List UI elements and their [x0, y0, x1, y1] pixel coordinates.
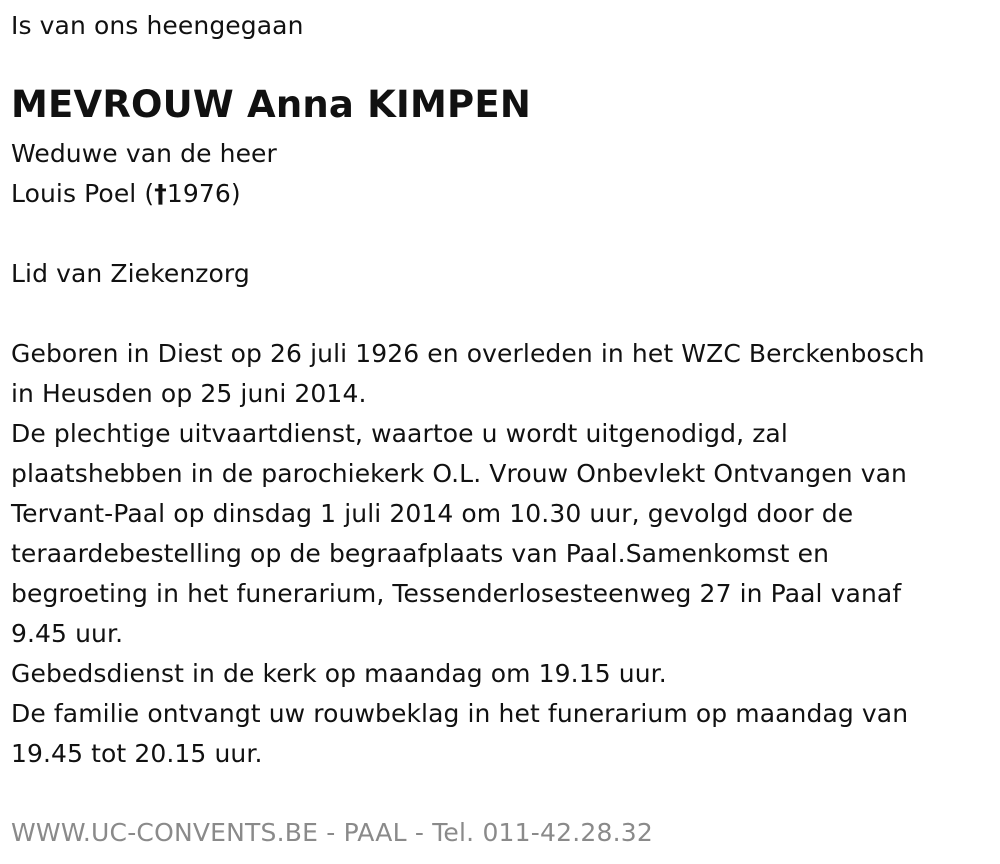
- details-line: De plechtige uitvaartdienst, waartoe u wordt uitgenodigd, zal: [11, 419, 788, 448]
- details-line: 19.45 tot 20.15 uur.: [11, 739, 263, 768]
- intro-text: Is van ons heengegaan: [11, 11, 304, 40]
- details-line: Geboren in Diest op 26 juli 1926 en overleden in het WZC Berckenbosch: [11, 339, 925, 368]
- details-line: plaatshebben in de parochiekerk O.L. Vrouw Onbevlekt Ontvangen van: [11, 459, 907, 488]
- spouse-line-1: Weduwe van de heer: [11, 139, 277, 168]
- details-line: teraardebestelling op de begraafplaats van Paal.Samenkomst en: [11, 539, 830, 568]
- details-line: De familie ontvangt uw rouwbeklag in het funerarium op maandag van: [11, 699, 909, 728]
- details-line: begroeting in het funerarium, Tessenderlosesteenweg 27 in Paal vanaf: [11, 579, 902, 608]
- details-line: 9.45 uur.: [11, 619, 124, 648]
- spouse-death-year: 1976): [166, 179, 241, 208]
- details-line: Tervant-Paal op dinsdag 1 juli 2014 om 10.30 uur, gevolgd door de: [11, 499, 854, 528]
- spouse-line-2: [11, 174, 277, 214]
- details-line: Gebedsdienst in de kerk op maandag om 19.15 uur.: [11, 659, 667, 688]
- spouse-info: [11, 134, 277, 214]
- cross-icon: †: [154, 179, 167, 208]
- funeral-details: [11, 334, 925, 774]
- spouse-name: Louis Poel (: [11, 179, 155, 208]
- footer-contact: WWW.UC-CONVENTS.BE - PAAL - Tel. 011-42.28.32: [11, 818, 653, 847]
- deceased-name: MEVROUW Anna KIMPEN: [11, 83, 531, 126]
- membership-text: Lid van Ziekenzorg: [11, 259, 250, 288]
- details-line: in Heusden op 25 juni 2014.: [11, 379, 367, 408]
